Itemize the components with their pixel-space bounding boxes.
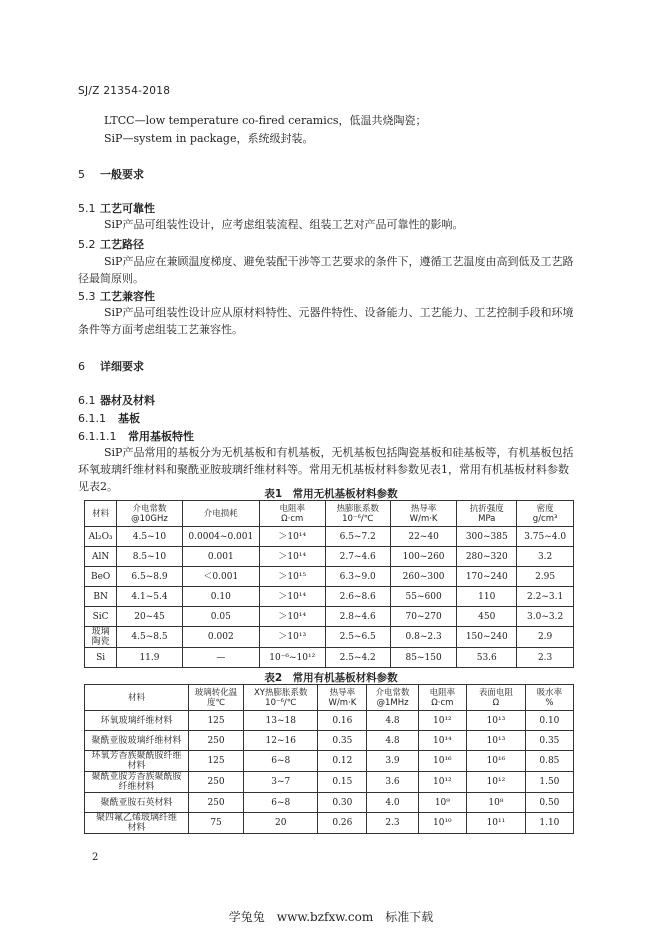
table-cell: 0.10 <box>525 711 573 731</box>
table-2-caption: 表2 常用有机基板材料参数 <box>264 672 398 684</box>
table-cell: 2.5~6.5 <box>325 627 390 648</box>
table-cell: 0.05 <box>182 607 259 627</box>
column-header-line: Ω <box>492 697 500 708</box>
section-title: 基板 <box>118 412 140 425</box>
section-6-1-1-heading <box>78 410 140 426</box>
section-title: 工艺兼容性 <box>100 290 155 303</box>
table-row <box>85 627 574 648</box>
table-cell: 4.5~8.5 <box>117 627 182 648</box>
column-header <box>418 685 466 711</box>
section-number: 5.2 <box>78 238 96 251</box>
section-number: 5.3 <box>78 290 96 303</box>
column-header-line: 表面电阻 <box>478 687 513 698</box>
column-header-line: 抗折强度 <box>469 503 504 514</box>
table-1-caption: 表1 常用无机基板材料参数 <box>264 488 398 500</box>
table-cell: 12~16 <box>244 731 318 751</box>
table-cell: 0.16 <box>318 711 367 731</box>
section-title: 器材及材料 <box>100 394 155 407</box>
table-cell: 4.5~10 <box>117 527 182 547</box>
column-header <box>117 501 182 527</box>
table-cell: 20 <box>244 813 318 834</box>
section-6-1-heading <box>78 392 155 408</box>
table-cell: 10¹⁴ <box>418 731 466 751</box>
table-cell: 11.9 <box>117 648 182 668</box>
column-header-line: 介电常数 <box>132 503 167 514</box>
row-label-cell: 玻璃 陶瓷 <box>85 627 117 648</box>
section-5-2-body-line2: 径最简原则。 <box>78 272 144 285</box>
table-cell: 3.2 <box>517 547 574 567</box>
section-6-1-1-1-body-line2: 环氧玻璃纤维材料和聚酰亚胺玻璃纤维材料等。常用无机基板材料参数见表1，常用有机基板材料参数 <box>78 463 569 476</box>
section-5-3-body-line1: SiP产品可组装性设计应从原材料特性、元器件特性、设备能力、工艺能力、工艺控制手段和环境 <box>104 306 574 319</box>
table-cell: 150~240 <box>457 627 517 648</box>
row-label-cell: AlN <box>85 547 117 567</box>
section-number: 6.1 <box>78 394 96 407</box>
table-cell: 0.15 <box>318 772 367 793</box>
section-6-1-1-1-body-line1: SiP产品常用的基板分为无机基板和有机基板，无机基板包括陶瓷基板和硅基板等，有机基板包括 <box>104 446 574 459</box>
page-number: 2 <box>92 852 99 863</box>
column-header-line: XY热膨胀系数 <box>253 687 308 698</box>
standard-code: SJ/Z 21354-2018 <box>78 85 171 97</box>
row-label-cell: 聚酰亚胺石英材料 <box>85 793 189 813</box>
column-header <box>525 685 573 711</box>
table-cell: ＞10¹⁴ <box>259 527 325 547</box>
column-header-line: 玻璃转化温 <box>194 687 238 698</box>
section-number: 5.1 <box>78 202 96 215</box>
table-cell: 3.6 <box>367 772 418 793</box>
table-cell: 6~8 <box>244 793 318 813</box>
table-cell: 125 <box>189 751 244 772</box>
row-label-cell: 环氧玻璃纤维材料 <box>85 711 189 731</box>
section-6-1-1-1-body-line3: 见表2。 <box>78 480 118 493</box>
table-cell: 10¹³ <box>467 731 526 751</box>
section-6-heading <box>78 358 144 374</box>
column-header-line: W/m·K <box>328 697 357 708</box>
table-cell: 260~300 <box>390 567 456 587</box>
table-cell: 10⁸ <box>467 793 526 813</box>
table-row <box>85 711 574 731</box>
column-header-line: 10⁻⁶/℃ <box>342 513 374 524</box>
table-cell: 100~260 <box>390 547 456 567</box>
table-cell: 2.2~3.1 <box>517 587 574 607</box>
table-1 <box>84 500 574 668</box>
column-header <box>85 685 189 711</box>
section-6-1-1-1-heading <box>78 428 194 444</box>
table-cell: 2.3 <box>517 648 574 668</box>
column-header-line: 电阻率 <box>279 503 305 514</box>
table-row <box>85 587 574 607</box>
table-cell: 10¹² <box>467 772 526 793</box>
abbreviation-ltcc: LTCC—low temperature co-fired ceramics，低温共烧陶瓷； <box>104 114 427 127</box>
table-cell: ＞10¹³ <box>259 627 325 648</box>
table-row <box>85 731 574 751</box>
column-header <box>457 501 517 527</box>
table-cell: 10¹¹ <box>467 813 526 834</box>
section-5-2-body-line1: SiP产品应在兼顾温度梯度、避免装配干涉等工艺要求的条件下，遵循工艺温度由高到低及工艺路 <box>104 255 574 268</box>
table-cell: ＞10¹⁴ <box>259 547 325 567</box>
table-row <box>85 813 574 834</box>
column-header <box>367 685 418 711</box>
column-header <box>244 685 318 711</box>
column-header <box>390 501 456 527</box>
table-cell: 0.85 <box>525 751 573 772</box>
table-cell: 6.5~8.9 <box>117 567 182 587</box>
table-row <box>85 772 574 793</box>
table-row <box>85 793 574 813</box>
table-cell: 2.8~4.6 <box>325 607 390 627</box>
column-header <box>517 501 574 527</box>
table-cell: 70~270 <box>390 607 456 627</box>
table-cell: 75 <box>189 813 244 834</box>
section-5-heading <box>78 166 144 182</box>
table-cell: 1.10 <box>525 813 573 834</box>
table-cell: 0.26 <box>318 813 367 834</box>
table-cell: 0.8~2.3 <box>390 627 456 648</box>
column-header <box>467 685 526 711</box>
table-row <box>85 547 574 567</box>
table-cell: 4.1~5.4 <box>117 587 182 607</box>
column-header-line: @1MHz <box>376 697 409 708</box>
table-row <box>85 527 574 547</box>
row-label-cell: Al₂O₃ <box>85 527 117 547</box>
table-cell: 170~240 <box>457 567 517 587</box>
table-cell: 2.95 <box>517 567 574 587</box>
table-cell: 10¹² <box>418 711 466 731</box>
column-header-line: 介电常数 <box>375 687 410 698</box>
watermark: 学兔兔 www.bzfxw.com 标准下载 <box>228 910 434 924</box>
table-cell: 0.50 <box>525 793 573 813</box>
column-header-line: 吸水率 <box>536 687 563 698</box>
section-title: 常用基板特性 <box>128 430 194 443</box>
section-number: 6.1.1 <box>78 412 106 425</box>
table-cell: 300~385 <box>457 527 517 547</box>
table-cell: 0.35 <box>318 731 367 751</box>
table-cell: 1.50 <box>525 772 573 793</box>
table-cell: 250 <box>189 731 244 751</box>
section-number: 6.1.1.1 <box>78 430 117 443</box>
column-header-line: 热膨胀系数 <box>336 503 379 514</box>
column-header-line: % <box>545 697 554 708</box>
table-cell: 10¹⁶ <box>418 751 466 772</box>
table-cell: 6.3~9.0 <box>325 567 390 587</box>
table-cell: 85~150 <box>390 648 456 668</box>
table-cell: 0.10 <box>182 587 259 607</box>
table-cell: 110 <box>457 587 517 607</box>
table-cell: 0.001 <box>182 547 259 567</box>
table-cell: 2.5~4.2 <box>325 648 390 668</box>
table-cell: 6.5~7.2 <box>325 527 390 547</box>
table-cell: 10¹³ <box>467 711 526 731</box>
table-cell: ＜0.001 <box>182 567 259 587</box>
column-header <box>189 685 244 711</box>
table-cell: 10⁹ <box>418 793 466 813</box>
table-cell: ＞10¹⁴ <box>259 587 325 607</box>
table-cell: 10¹² <box>418 772 466 793</box>
row-label-cell: 聚四氟乙烯玻璃纤维 材料 <box>85 813 189 834</box>
table-cell: 0.12 <box>318 751 367 772</box>
table-cell: 3.75~4.0 <box>517 527 574 547</box>
table-cell: 10¹⁰ <box>418 813 466 834</box>
column-header <box>318 685 367 711</box>
column-header-line: 材料 <box>128 692 146 703</box>
table-cell: 3.0~3.2 <box>517 607 574 627</box>
column-header-line: g/cm³ <box>532 513 558 524</box>
column-header <box>325 501 390 527</box>
table-cell: 450 <box>457 607 517 627</box>
row-label-cell: 聚酰亚胺芳香族聚酰胺 纤维材料 <box>85 772 189 793</box>
column-header-line: W/m·K <box>409 513 438 524</box>
section-5-1-heading <box>78 200 155 216</box>
column-header-line: Ω·cm <box>281 513 304 524</box>
section-5-3-heading <box>78 288 155 304</box>
table-cell: 0.002 <box>182 627 259 648</box>
row-label-cell: BN <box>85 587 117 607</box>
table-cell: — <box>182 648 259 668</box>
section-number: 6 <box>78 360 85 373</box>
section-title: 工艺路径 <box>100 238 144 251</box>
table-cell: 280~320 <box>457 547 517 567</box>
table-cell: ＞10¹⁴ <box>259 607 325 627</box>
table-cell: 6~8 <box>244 751 318 772</box>
table-cell: 4.0 <box>367 793 418 813</box>
column-header-line: 材料 <box>92 508 110 519</box>
table-cell: 8.5~10 <box>117 547 182 567</box>
section-5-2-heading <box>78 236 144 252</box>
table-row <box>85 751 574 772</box>
column-header-line: 电阻率 <box>429 687 456 698</box>
column-header-line: 10⁻⁶/℃ <box>265 697 297 708</box>
column-header-line: 介电损耗 <box>203 508 238 519</box>
section-title: 工艺可靠性 <box>100 202 155 215</box>
table-cell: 0.0004~0.001 <box>182 527 259 547</box>
row-label-cell: 聚酰亚胺玻璃纤维材料 <box>85 731 189 751</box>
table-cell: 2.7~4.6 <box>325 547 390 567</box>
section-5-3-body-line2: 条件等方面考虑组装工艺兼容性。 <box>78 323 243 336</box>
table-cell: 4.8 <box>367 711 418 731</box>
table-cell: 4.8 <box>367 731 418 751</box>
table-cell: 2.3 <box>367 813 418 834</box>
table-row <box>85 567 574 587</box>
row-label-cell: BeO <box>85 567 117 587</box>
row-label-cell: 环氧芳香族聚酰胺纤维 材料 <box>85 751 189 772</box>
column-header-line: Ω·cm <box>431 697 454 708</box>
column-header <box>182 501 259 527</box>
table-row <box>85 607 574 627</box>
column-header-line: 热导率 <box>329 687 356 698</box>
table-cell: 3.9 <box>367 751 418 772</box>
table-cell: 55~600 <box>390 587 456 607</box>
table-cell: 10¹⁶ <box>467 751 526 772</box>
table-cell: 10⁻⁶~10¹² <box>259 648 325 668</box>
table-cell: 250 <box>189 772 244 793</box>
column-header-line: @10GHz <box>131 513 168 524</box>
column-header <box>259 501 325 527</box>
section-number: 5 <box>78 168 85 181</box>
table-row <box>85 648 574 668</box>
table-cell: 0.30 <box>318 793 367 813</box>
row-label-cell: SiC <box>85 607 117 627</box>
column-header-line: 密度 <box>536 503 554 514</box>
table-cell: 125 <box>189 711 244 731</box>
table-cell: ＞10¹⁵ <box>259 567 325 587</box>
column-header-line: 度℃ <box>207 697 226 708</box>
table-cell: 20~45 <box>117 607 182 627</box>
table-cell: 3~7 <box>244 772 318 793</box>
table-cell: 2.6~8.6 <box>325 587 390 607</box>
table-cell: 2.9 <box>517 627 574 648</box>
table-2 <box>84 684 574 834</box>
column-header-line: 热导率 <box>410 503 437 514</box>
table-cell: 53.6 <box>457 648 517 668</box>
column-header-line: MPa <box>478 513 496 524</box>
table-cell: 13~18 <box>244 711 318 731</box>
abbreviation-sip: SiP—system in package，系统级封装。 <box>104 132 314 145</box>
table-cell: 0.35 <box>525 731 573 751</box>
section-title: 一般要求 <box>100 168 144 181</box>
table-cell: 250 <box>189 793 244 813</box>
row-label-cell: Si <box>85 648 117 668</box>
table-cell: 22~40 <box>390 527 456 547</box>
column-header <box>85 501 117 527</box>
section-5-1-body: SiP产品可组装性设计，应考虑组装流程、组装工艺对产品可靠性的影响。 <box>104 218 464 231</box>
section-title: 详细要求 <box>100 360 144 373</box>
